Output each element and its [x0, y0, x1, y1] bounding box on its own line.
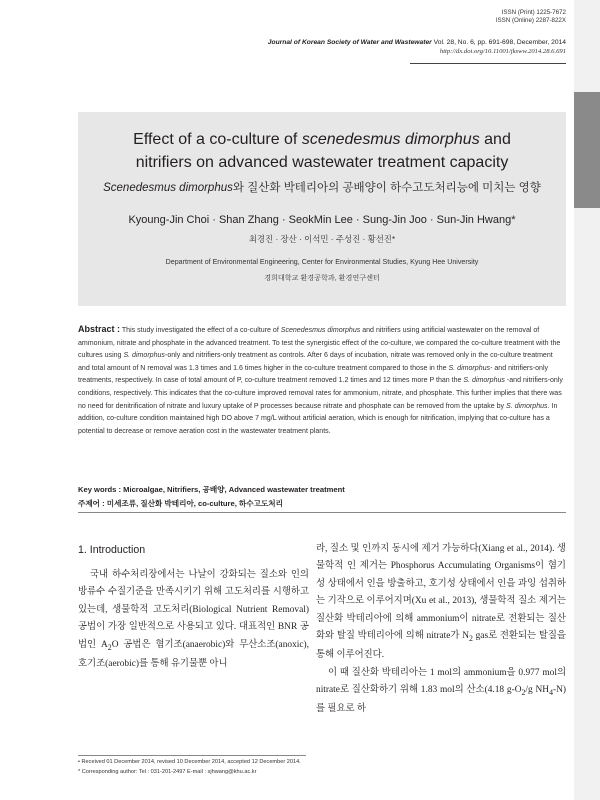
abstract-text: - and nitrifiers-only treatments, respectively. In case of total amount of P, co-culture treatment removed 1.2 times and 12 times more P than the [78, 364, 549, 385]
subscript: 4 [549, 688, 553, 697]
abstract-species: S. dimorphus [506, 402, 548, 410]
abstract-label: Abstract : [78, 324, 121, 334]
paper-title-line1 [78, 130, 566, 150]
keywords-english: Key words : Microalgae, Nitrifiers, 공배양, Advanced wastewater treatment [78, 485, 345, 494]
journal-name: Journal of Korean Society of Water and Wastewater [267, 39, 432, 46]
body-paragraph [78, 567, 309, 673]
author-list: Kyoung-Jin Choi · Shan Zhang · SeokMin Lee · Sung-Jin Joo · Sun-Jin Hwang* [128, 214, 516, 226]
keywords-korean: 주제어 : 미세조류, 질산화 박테리아, co-culture, 하수고도처리 [78, 499, 283, 508]
abstract-text: -and nitrifiers-only conditions, respectively. This indicates that the co-culture improved removal rates for ammonium, nitrate, and phosphate. This further implies that there was no need for denitrification of nitrate and luxury uptake of P processes because nitrate and phosphate can be removed from the uptake by [78, 377, 563, 410]
abstract-species: S. dimorphus [448, 364, 491, 372]
abstract-text: This study investigated the effect of a co-culture of [120, 327, 281, 334]
body-text: /g NH [525, 685, 550, 696]
korean-title-species: Scenedesmus dimorphus [103, 182, 233, 194]
issn-online: ISSN (Online) 2287-822X [495, 17, 566, 25]
body-paragraph [316, 665, 566, 719]
page-edge-marker [574, 92, 600, 208]
footnote-received: • Received 01 December 2014, revised 10 December 2014, accepted 12 December 2014. [78, 759, 301, 765]
subscript: 2 [468, 633, 473, 643]
body-text: gas로 전환되는 탈질을 통해 이루어진다. [316, 631, 566, 661]
abstract-text: and nitrifiers using artificial wastewater on the removal of ammonium, nitrate and phosphate in the advanced treatment. To test the synergistic effect of the co-culture, we compared the co-culture treatment with the cultures using [78, 327, 561, 360]
paper-title-line2: nitrifiers on advanced wastewater treatment capacity [135, 154, 509, 171]
body-text: O 공법은 혐기조(anaerobic)와 무산소조(anoxic), 호기조(aerobic)를 통해 유기물뿐 아니 [78, 639, 309, 669]
journal-citation [268, 38, 566, 47]
abstract [78, 323, 566, 438]
title-species: scenedesmus dimorphus [301, 131, 480, 148]
title-box [78, 112, 566, 306]
body-column-right [316, 541, 566, 719]
page-edge-band [574, 0, 600, 800]
title-text: Effect of a co-culture of [133, 131, 302, 148]
body-text: -N)를 필요로 하 [316, 685, 566, 715]
header-rule [410, 63, 566, 64]
korean-title [78, 179, 566, 195]
subscript: 2 [521, 688, 526, 697]
doi-link[interactable]: http://dx.doi.org/10.11001/jksww.2014.28.6.691 [439, 48, 566, 55]
affiliation-korean: 경희대학교 환경공학과, 환경연구센터 [264, 274, 380, 282]
footnote-corresponding: * Corresponding author: Tel : 031-201-2497 E-mail : sjhwang@khu.ac.kr [78, 769, 257, 775]
body-text: 국내 하수처리장에서는 나날이 강화되는 질소와 인의 방류수 수질기준을 만족시키기 위해 고도처리를 시행하고 있는데, 생물학적 고도처리(Biological Nutrient Removal) 공법이 가장 일반적으로 사용되고 있다. 대표적인 BNR 공법인 A [78, 570, 309, 650]
journal-issue: Vol. 28, No. 6, pp. 691-698, December, 2014 [431, 39, 566, 46]
title-text-end: and [479, 131, 511, 148]
abstract-text: -only and nitrifiers-only treatment as controls. After 6 days of incubation, nitrate was removed only in the co-culture treatment and total amount of N removal was 1.3 times and 1.6 times higher in the co-culture treatment compared to those in the [78, 352, 553, 372]
subscript: 2 [107, 642, 112, 652]
body-column-left [78, 567, 309, 673]
abstract-text: . In addition, co-culture condition maintained high DO above 7 mg/L without artificial aeration, which is enough for nitrification, implying that co-culture has a potential to decrease or remove aeration cost in the wastewater treatment plants. [78, 402, 558, 435]
abstract-species: S. dimorphus [463, 377, 505, 385]
body-text: 라, 질소 및 인까지 동시에 제거 가능하다(Xiang et al., 2014). 생물학적 인 제거는 Phosphorus Accumulating Organisms이 혐기성 상태에서 인을 방출하고, 호기성 상태에서 인을 과잉 섭취하는 기작으로 이루어지며(Xu et al., 2013), 생물학적 질소 제거는 질산화 박테리아에 의해 ammonium이 nitrate로 전환되는 질산화와 탈질 박테리아에 의해 nitrate가 N [316, 544, 566, 642]
section-divider [78, 512, 566, 513]
issn-print: ISSN (Print) 1225-7672 [501, 9, 566, 16]
footnote-rule [78, 755, 306, 756]
issn-block [496, 9, 566, 25]
body-paragraph [316, 541, 566, 665]
author-list-korean: 최경진 · 장산 · 이석민 · 주성진 · 황선진* [248, 234, 396, 244]
affiliation: Department of Environmental Engineering, Center for Environmental Studies, Kyung Hee University [165, 258, 479, 266]
section-heading-introduction: 1. Introduction [78, 544, 146, 556]
abstract-species: Scenedesmus dimorphus [280, 327, 361, 334]
korean-title-text: 와 질산화 박테리아의 공배양이 하수고도처리능에 미치는 영향 [232, 182, 541, 194]
abstract-species: S. dimorphus [123, 352, 165, 360]
body-text: 이 때 질산화 박테리아는 1 mol의 ammonium을 0.977 mol의 nitrate로 질산화하기 위해 1.83 mol의 산소(4.18 g-O [316, 667, 566, 696]
